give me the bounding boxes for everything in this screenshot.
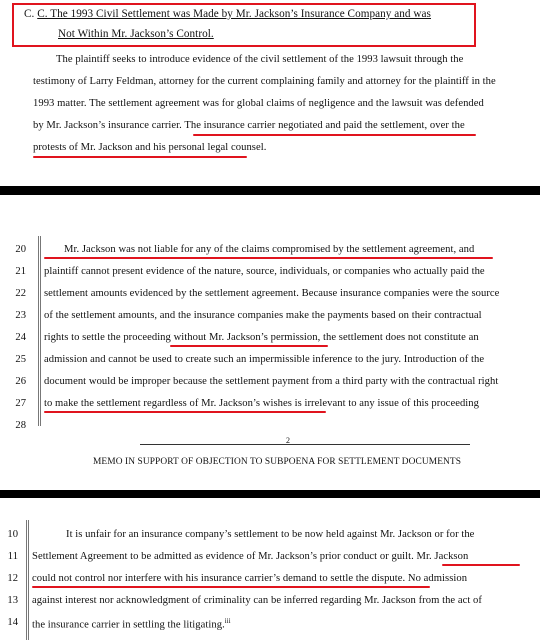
text-line: of the settlement amounts, and the insurance companies make the payments based on their contractual: [44, 310, 482, 321]
section-heading-line-2: Not Within Mr. Jackson’s Control.: [58, 28, 214, 40]
text-line: against interest nor acknowledgment of criminality can be inferred regarding Mr. Jackson from the act of: [32, 595, 482, 606]
line-number: 20: [15, 244, 26, 255]
line-number: 11: [7, 551, 18, 562]
text-line: settlement amounts evidenced by the settlement agreement. Because insurance companies were the source: [44, 288, 500, 299]
margin-rule: [28, 520, 29, 640]
line-number: 14: [7, 617, 18, 628]
text-line: It is unfair for an insurance company’s settlement to be now held against Mr. Jackson or for the: [66, 529, 475, 540]
highlight-underline: [170, 345, 328, 347]
line-number: 27: [15, 398, 26, 409]
section-divider: [0, 186, 540, 195]
heading-text-1: C. The 1993 Civil Settlement was Made by Mr. Jackson’s Insurance Company and was: [37, 8, 431, 20]
text-line: Mr. Jackson was not liable for any of the claims compromised by the settlement agreement, and: [64, 244, 475, 255]
line-number: 24: [15, 332, 26, 343]
line-number: 12: [7, 573, 18, 584]
text-line: [32, 617, 231, 631]
highlight-underline: [32, 586, 430, 588]
highlight-underline: [193, 134, 476, 136]
paragraph-line-3: 1993 matter. The settlement agreement was for global claims of negligence and the lawsuit was defended: [33, 98, 484, 109]
line-number: 28: [15, 420, 26, 431]
highlight-underline: [442, 564, 520, 566]
text-line-content: the insurance carrier in settling the litigating.: [32, 619, 225, 631]
heading-letter: C.: [24, 8, 35, 20]
line-number: 22: [15, 288, 26, 299]
line-number: 26: [15, 376, 26, 387]
text-line: document would be improper because the settlement payment from a third party with the contractual right: [44, 376, 499, 387]
margin-rule: [26, 520, 27, 640]
section-heading-line-1: [24, 8, 431, 20]
text-line: could not control nor interfere with his insurance carrier’s demand to settle the dispute. No admission: [32, 573, 468, 584]
footer-rule: [140, 444, 470, 445]
line-number: 10: [7, 529, 18, 540]
paragraph-line-1: The plaintiff seeks to introduce evidence of the civil settlement of the 1993 lawsuit through the: [56, 54, 464, 65]
text-line: plaintiff cannot present evidence of the nature, source, individuals, or companies who actually paid the: [44, 266, 485, 277]
line-number: 13: [7, 595, 18, 606]
paragraph-line-4: by Mr. Jackson’s insurance carrier. The insurance carrier negotiated and paid the settlement, over the: [33, 120, 465, 131]
line-number: 23: [15, 310, 26, 321]
footnote-marker: iii: [224, 617, 231, 625]
text-line: to make the settlement regardless of Mr. Jackson’s wishes is irrelevant to any issue of this proceeding: [44, 398, 479, 409]
text-line: rights to settle the proceeding without Mr. Jackson’s permission, the settlement does not constitute an: [44, 332, 479, 343]
paragraph-line-5: protests of Mr. Jackson and his personal legal counsel.: [33, 142, 267, 153]
line-number: 25: [15, 354, 26, 365]
text-line: Settlement Agreement to be admitted as evidence of Mr. Jackson’s prior conduct or guilt. Mr. Jackson: [32, 551, 469, 562]
highlight-underline: [44, 257, 493, 259]
text-line: admission and cannot be used to create such an impermissible inference to the jury. Introduction of the: [44, 354, 485, 365]
margin-rule: [40, 236, 41, 426]
line-number: 21: [15, 266, 26, 277]
margin-rule: [38, 236, 39, 426]
section-divider: [0, 490, 540, 498]
paragraph-line-2: testimony of Larry Feldman, attorney for the current complaining family and attorney for the plaintiff in the: [33, 76, 496, 87]
page-number: 2: [286, 436, 291, 445]
footer-title: MEMO IN SUPPORT OF OBJECTION TO SUBPOENA FOR SETTLEMENT DOCUMENTS: [93, 457, 462, 467]
highlight-underline: [33, 156, 247, 158]
highlight-underline: [44, 411, 326, 413]
